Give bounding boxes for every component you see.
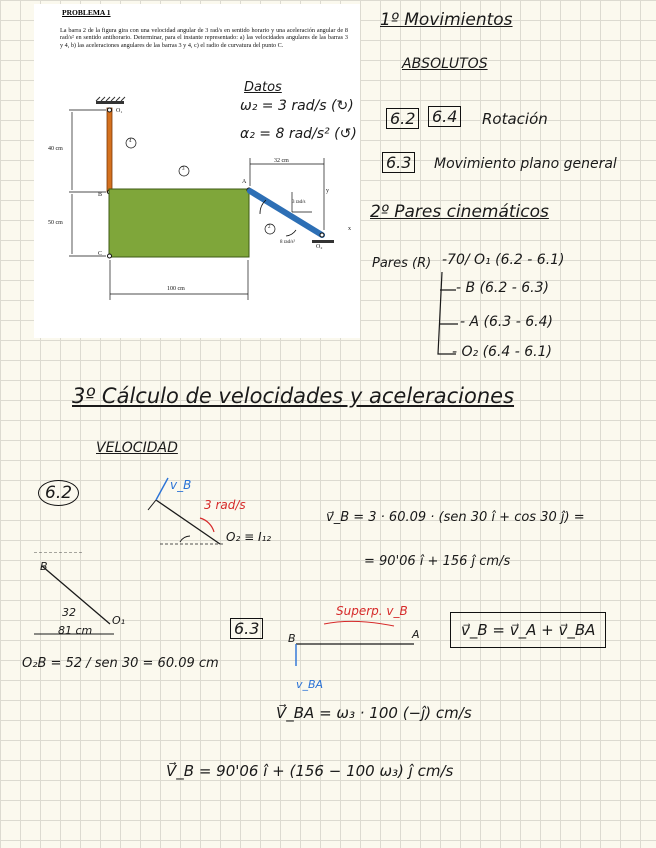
vb-equation-2: = 90'06 î + 156 ĵ cm/s [364, 554, 511, 569]
step1-title: 1º Movimientos [380, 10, 513, 30]
dim-50-label: 50 cm [48, 220, 63, 226]
top-support [96, 101, 124, 104]
o2b-equation: O₂B = 52 / sen 30 = 60.09 cm [22, 656, 219, 671]
vba-blue-label: v_BA [296, 678, 324, 691]
bar-4 [107, 108, 112, 192]
box-6-3: 6.3 [382, 152, 415, 173]
section-6-2: 6.2 [38, 480, 79, 506]
label-c: C [98, 251, 103, 257]
box-6-2: 6.2 [386, 108, 419, 129]
problem-text: La barra 2 de la figura gira con una velocidad angular de 3 rad/s en sentido horario y una aceleración angular de 8 rad/s² en sentido antihorario. Determinar, para el instante representado: a) las velocidades angulares de las barras 3 y 4, b) las aceleraciones angulares de las barras 3 y 4, c) el radio de curvatura del punto C. [60, 27, 348, 49]
par-a: - A (6.3 - 6.4) [460, 314, 553, 330]
datos-title: Datos [244, 80, 282, 95]
dim-32-label: 32 cm [274, 158, 289, 164]
point-c [108, 254, 112, 258]
absolutos-label: ABSOLUTOS [402, 56, 488, 72]
box-6-4: 6.4 [428, 106, 461, 127]
velocidad-label: VELOCIDAD [96, 440, 178, 456]
par-o1: -70/ O₁ (6.2 - 6.1) [442, 252, 565, 268]
bar-2 [250, 191, 322, 235]
datos-alpha: α₂ = 8 rad/s² (↺) [240, 126, 357, 142]
rotacion-label: Rotación [482, 110, 548, 128]
bar2-sketch [140, 470, 290, 560]
mechanism-figure [34, 4, 360, 338]
pares-label: Pares (R) [372, 256, 432, 271]
bar-3 [109, 189, 249, 257]
bar3-b: B [288, 632, 296, 645]
bar3-number: 3 [182, 167, 185, 172]
triangle-32: 32 [62, 606, 76, 619]
plano-general-label: Movimiento plano general [434, 156, 617, 172]
problem-statement-image [34, 4, 360, 338]
label-b: B [98, 192, 103, 198]
step3-title: 3º Cálculo de velocidades y aceleraciones [72, 384, 515, 408]
label-o1: O₁ [116, 108, 123, 114]
pin-o2 [320, 233, 324, 237]
superpos-label: Superp. v_B [336, 604, 408, 618]
triangle-81: 81 cm [58, 624, 93, 637]
bar4-number: 4 [129, 139, 132, 144]
vb-equation-1: v⃗_B = 3 · 60.09 · (sen 30 î + cos 30 ĵ) = [326, 510, 585, 525]
section-6-3: 6.3 [230, 618, 263, 639]
label-o2: O₂ [316, 244, 323, 250]
angular-acceleration-arc [286, 230, 296, 236]
dim-100-label: 100 cm [167, 286, 185, 292]
step2-title: 2º Pares cinemáticos [370, 202, 549, 222]
o2-ir-label: O₂ ≡ I₁₂ [226, 530, 272, 544]
par-o2: - O₂ (6.4 - 6.1) [452, 344, 552, 360]
omega-label: 3 rad/s [292, 200, 306, 205]
axis-x: x [348, 226, 351, 232]
pin-o1 [108, 108, 112, 112]
vb-final-equation: V⃗_B = 90'06 î + (156 − 100 ω₃) ĵ cm/s [166, 762, 454, 780]
dim-40-label: 40 cm [48, 146, 63, 152]
pares-bracket-arrows [430, 270, 470, 360]
label-a: A [242, 179, 247, 185]
axis-y: y [326, 188, 329, 194]
problem-title: PROBLEMA 1 [62, 8, 111, 17]
bar2-number: 2 [268, 225, 271, 230]
bottom-support [312, 240, 334, 243]
bar3-a: A [412, 628, 420, 641]
omega-red-label: 3 rad/s [204, 498, 246, 512]
par-b: - B (6.2 - 6.3) [456, 280, 549, 296]
vba-equation: V⃗_BA = ω₃ · 100 (−ĵ) cm/s [276, 704, 472, 722]
alpha-label: 8 rad/s² [280, 240, 295, 245]
boxed-velocity-equation: v⃗_B = v⃗_A + v⃗_BA [450, 612, 606, 648]
triangle-b: B [40, 560, 48, 573]
triangle-o1: O₁ [112, 614, 126, 627]
datos-omega: ω₂ = 3 rad/s (↻) [240, 98, 354, 114]
top-support-hatch [96, 97, 125, 101]
vb-label: v_B [170, 478, 192, 492]
